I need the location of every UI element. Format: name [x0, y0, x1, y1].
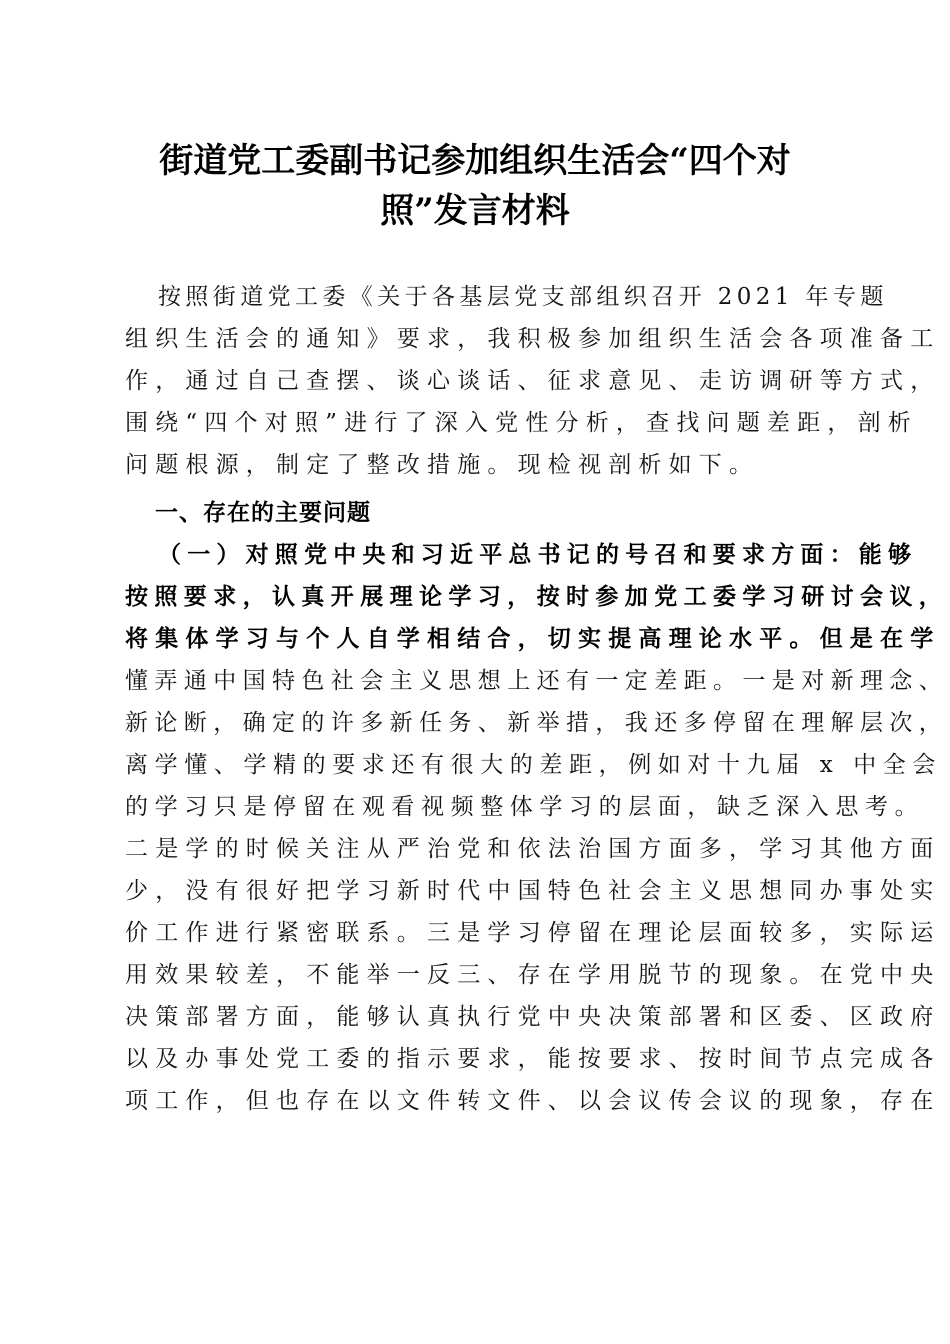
section-heading: 一、存在的主要问题: [155, 500, 371, 526]
intro-line-5: 问题根源，制定了整改措施。现检视剖析如下。: [125, 452, 760, 478]
subsection-line-6: 离学懂、学精的要求还有很大的差距，例如对十九届 x 中全会: [125, 752, 942, 778]
intro-line-2: 组织生活会的通知》要求，我积极参加组织生活会各项准备工: [125, 326, 941, 352]
subsection-line-9: 少，没有很好把学习新时代中国特色社会主义思想同办事处实: [125, 878, 941, 904]
document-title: [125, 136, 825, 236]
subsection-line-1: （一）对照党中央和习近平总书记的号召和要求方面：能够: [158, 541, 918, 568]
intro-line-3: 作，通过自己查摆、谈心谈话、征求意见、走访调研等方式，: [125, 368, 941, 394]
subsection-line-3: 将集体学习与个人自学相结合，切实提高理论水平。但是在学: [125, 625, 941, 652]
subsection-line-5: 新论断，确定的许多新任务、新举措，我还多停留在理解层次，: [125, 710, 949, 736]
subsection-line-2: 按照要求，认真开展理论学习，按时参加党工委学习研讨会议，: [125, 583, 949, 610]
subsection-line-14: 项工作，但也存在以文件转文件、以会议传会议的现象，存在: [125, 1088, 941, 1114]
intro-line-1: 按照街道党工委《关于各基层党支部组织召开 2021 年专题: [158, 284, 888, 310]
document-body: [125, 276, 949, 1122]
subsection-line-7: 的学习只是停留在观看视频整体学习的层面，缺乏深入思考。: [125, 794, 925, 820]
subsection-line-13: 以及办事处党工委的指示要求，能按要求、按时间节点完成各: [125, 1046, 941, 1072]
title-line-2: 照”发言材料: [380, 191, 570, 231]
intro-paragraph: [125, 276, 941, 486]
subsection-line-10: 价工作进行紧密联系。三是学习停留在理论层面较多，实际运: [125, 920, 941, 946]
subsection-line-12: 决策部署方面，能够认真执行党中央决策部署和区委、区政府: [125, 1004, 941, 1030]
subsection-paragraph: [125, 534, 949, 1122]
subsection-line-8: 二是学的时候关注从严治党和依法治国方面多，学习其他方面: [125, 836, 941, 862]
title-line-1: 街道党工委副书记参加组织生活会“四个对: [159, 141, 791, 181]
subsection-line-4: 懂弄通中国特色社会主义思想上还有一定差距。一是对新理念、: [125, 668, 949, 694]
intro-line-4: 围绕“四个对照”进行了深入党性分析，查找问题差距，剖析: [125, 410, 918, 436]
subsection-line-11: 用效果较差，不能举一反三、存在学用脱节的现象。在党中央: [125, 962, 941, 988]
